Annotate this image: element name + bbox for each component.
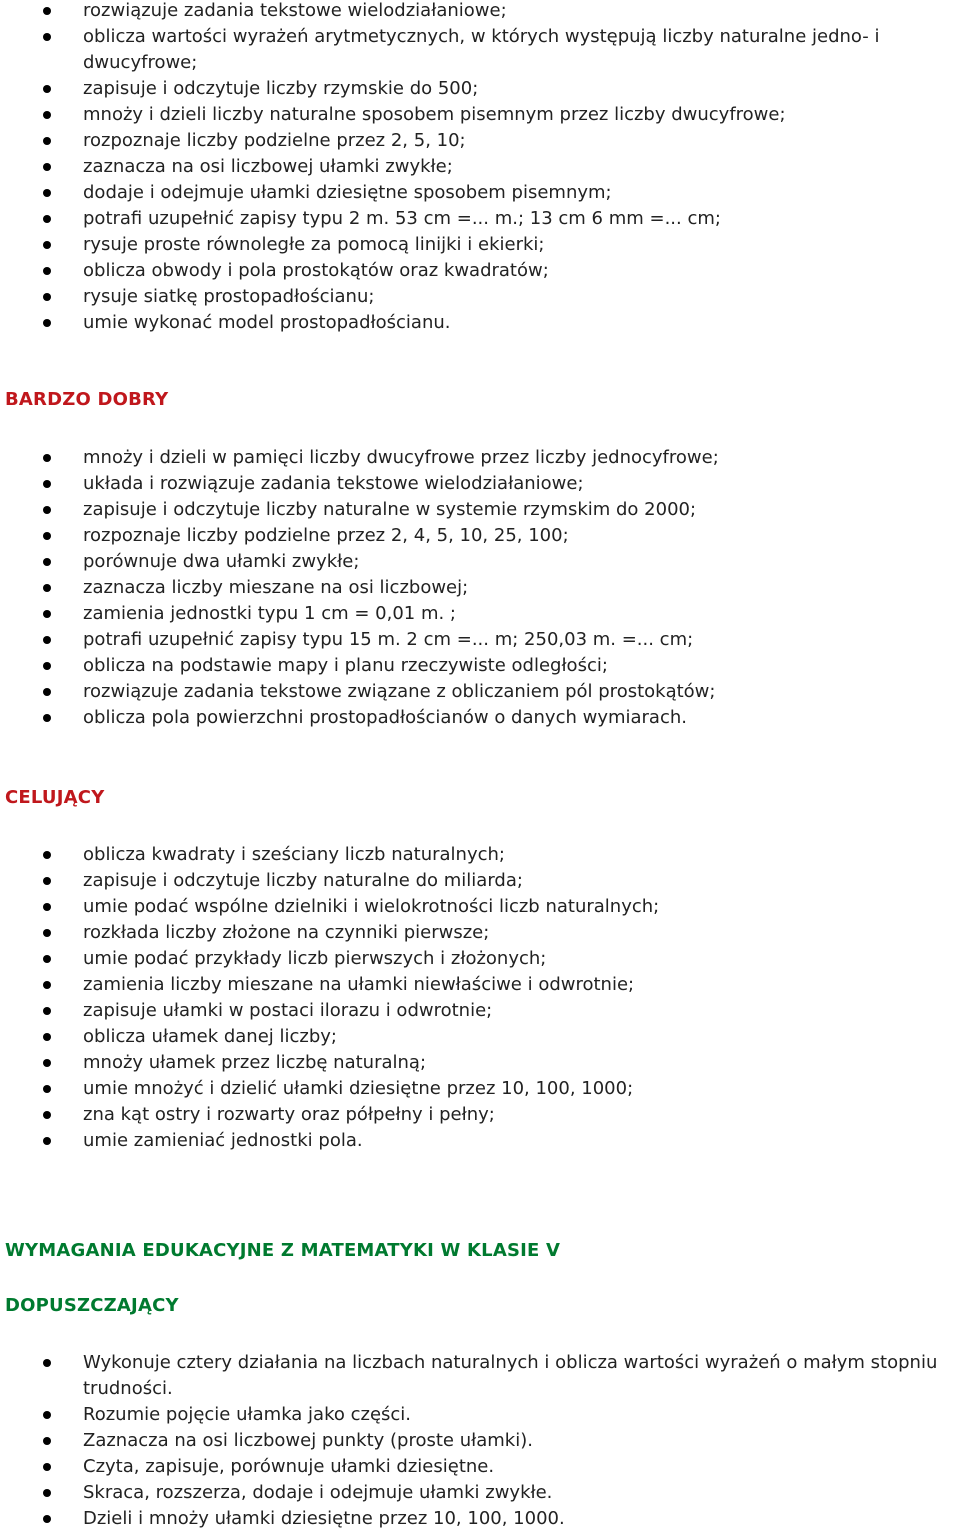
list-item	[0, 920, 960, 946]
bullet-icon	[43, 558, 51, 566]
list-item	[0, 946, 960, 972]
list-item-text: zamienia liczby mieszane na ułamki niewłaściwe i odwrotnie;	[83, 974, 635, 995]
list-item-text: oblicza obwody i pola prostokątów oraz kwadratów;	[83, 260, 549, 281]
heading-dopuszczajacy: DOPUSZCZAJĄCY	[5, 1295, 179, 1316]
list-item-text: Czyta, zapisuje, porównuje ułamki dziesiętne.	[83, 1456, 495, 1477]
bullet-icon	[43, 319, 51, 327]
list-item-text: układa i rozwiązuje zadania tekstowe wielodziałaniowe;	[83, 473, 584, 494]
list-item-text: rozwiązuje zadania tekstowe wielodziałaniowe;	[83, 0, 507, 21]
list-item-text: Rozumie pojęcie ułamka jako części.	[83, 1404, 412, 1425]
bullet-icon	[43, 1437, 51, 1445]
list-item	[0, 284, 960, 310]
bullet-icon	[43, 7, 51, 15]
list-item	[0, 76, 960, 102]
heading-bardzo-dobry: BARDZO DOBRY	[5, 389, 169, 410]
list-item-text: potrafi uzupełnić zapisy typu 2 m. 53 cm =... m.; 13 cm 6 mm =... cm;	[83, 208, 721, 229]
celujacy-list	[0, 842, 960, 1154]
list-item	[0, 497, 960, 523]
list-item-text: oblicza wartości wyrażeń arytmetycznych, w których występują liczby naturalne jedno- i dwucyfrowe;	[83, 26, 880, 73]
bullet-icon	[43, 1033, 51, 1041]
list-item	[0, 868, 960, 894]
bullet-icon	[43, 85, 51, 93]
bullet-icon	[43, 189, 51, 197]
bullet-icon	[43, 851, 51, 859]
bullet-icon	[43, 688, 51, 696]
list-item	[0, 232, 960, 258]
list-item	[0, 575, 960, 601]
list-item	[0, 894, 960, 920]
list-item	[0, 1350, 960, 1402]
list-item	[0, 653, 960, 679]
list-item-text: Wykonuje cztery działania na liczbach naturalnych i oblicza wartości wyrażeń o małym stopniu trudności.	[83, 1352, 938, 1399]
list-item-text: zna kąt ostry i rozwarty oraz półpełny i pełny;	[83, 1104, 495, 1125]
list-item	[0, 206, 960, 232]
bullet-icon	[43, 163, 51, 171]
bullet-icon	[43, 877, 51, 885]
list-item	[0, 310, 960, 336]
bullet-icon	[43, 454, 51, 462]
bullet-icon	[43, 1411, 51, 1419]
list-item	[0, 445, 960, 471]
bullet-icon	[43, 662, 51, 670]
bullet-icon	[43, 1007, 51, 1015]
bullet-icon	[43, 981, 51, 989]
bullet-icon	[43, 1111, 51, 1119]
list-item-text: umie mnożyć i dzielić ułamki dziesiętne przez 10, 100, 1000;	[83, 1078, 634, 1099]
list-item-text: rozpoznaje liczby podzielne przez 2, 5, 10;	[83, 130, 466, 151]
list-item	[0, 154, 960, 180]
list-item-text: Zaznacza na osi liczbowej punkty (proste ułamki).	[83, 1430, 533, 1451]
bullet-icon	[43, 506, 51, 514]
list-item-text: oblicza ułamek danej liczby;	[83, 1026, 337, 1047]
bullet-icon	[43, 1059, 51, 1067]
list-item-text: oblicza kwadraty i sześciany liczb naturalnych;	[83, 844, 505, 865]
bullet-icon	[43, 241, 51, 249]
list-item-text: zapisuje i odczytuje liczby rzymskie do 500;	[83, 78, 479, 99]
list-item-text: dodaje i odejmuje ułamki dziesiętne sposobem pisemnym;	[83, 182, 612, 203]
bullet-icon	[43, 33, 51, 41]
list-item	[0, 128, 960, 154]
list-item	[0, 679, 960, 705]
list-item-text: zapisuje i odczytuje liczby naturalne w systemie rzymskim do 2000;	[83, 499, 697, 520]
list-item	[0, 842, 960, 868]
list-item	[0, 102, 960, 128]
bullet-icon	[43, 215, 51, 223]
dopuszczajacy-list	[0, 1350, 960, 1532]
bullet-icon	[43, 1085, 51, 1093]
list-item	[0, 1024, 960, 1050]
list-item	[0, 601, 960, 627]
list-item	[0, 1102, 960, 1128]
list-item-text: umie wykonać model prostopadłościanu.	[83, 312, 451, 333]
bullet-icon	[43, 1137, 51, 1145]
list-item	[0, 0, 960, 24]
bullet-icon	[43, 610, 51, 618]
list-item	[0, 523, 960, 549]
list-item	[0, 1076, 960, 1102]
list-item-text: oblicza pola powierzchni prostopadłościanów o danych wymiarach.	[83, 707, 687, 728]
list-item-text: rozpoznaje liczby podzielne przez 2, 4, 5, 10, 25, 100;	[83, 525, 569, 546]
list-item	[0, 24, 960, 76]
list-item-text: zapisuje i odczytuje liczby naturalne do miliarda;	[83, 870, 523, 891]
list-item-text: zapisuje ułamki w postaci ilorazu i odwrotnie;	[83, 1000, 493, 1021]
list-item	[0, 1402, 960, 1428]
list-item-text: zaznacza liczby mieszane na osi liczbowej;	[83, 577, 469, 598]
list-item	[0, 627, 960, 653]
top-requirements-list	[0, 0, 960, 336]
bullet-icon	[43, 636, 51, 644]
list-item-text: zamienia jednostki typu 1 cm = 0,01 m. ;	[83, 603, 456, 624]
list-item	[0, 1454, 960, 1480]
list-item	[0, 1050, 960, 1076]
list-item	[0, 258, 960, 284]
bullet-icon	[43, 714, 51, 722]
list-item-text: rozkłada liczby złożone na czynniki pierwsze;	[83, 922, 490, 943]
bullet-icon	[43, 137, 51, 145]
bullet-icon	[43, 480, 51, 488]
list-item-text: zaznacza na osi liczbowej ułamki zwykłe;	[83, 156, 453, 177]
list-item	[0, 471, 960, 497]
heading-celujacy: CELUJĄCY	[5, 787, 105, 808]
list-item-text: porównuje dwa ułamki zwykłe;	[83, 551, 360, 572]
bullet-icon	[43, 1359, 51, 1367]
list-item-text: Dzieli i mnoży ułamki dziesiętne przez 10, 100, 1000.	[83, 1508, 565, 1529]
bullet-icon	[43, 955, 51, 963]
bullet-icon	[43, 929, 51, 937]
list-item	[0, 1506, 960, 1532]
list-item-text: rysuje proste równoległe za pomocą linijki i ekierki;	[83, 234, 545, 255]
list-item	[0, 180, 960, 206]
bullet-icon	[43, 1515, 51, 1523]
bullet-icon	[43, 584, 51, 592]
list-item-text: Skraca, rozszerza, dodaje i odejmuje ułamki zwykłe.	[83, 1482, 553, 1503]
bullet-icon	[43, 293, 51, 301]
list-item-text: umie podać wspólne dzielniki i wielokrotności liczb naturalnych;	[83, 896, 660, 917]
heading-klasa-v: WYMAGANIA EDUKACYJNE Z MATEMATYKI W KLASIE V	[5, 1240, 561, 1261]
list-item	[0, 1480, 960, 1506]
list-item	[0, 1128, 960, 1154]
bullet-icon	[43, 1463, 51, 1471]
list-item-text: mnoży i dzieli liczby naturalne sposobem pisemnym przez liczby dwucyfrowe;	[83, 104, 786, 125]
bullet-icon	[43, 1489, 51, 1497]
bullet-icon	[43, 111, 51, 119]
bardzo-dobry-list	[0, 445, 960, 731]
list-item	[0, 998, 960, 1024]
list-item-text: rysuje siatkę prostopadłościanu;	[83, 286, 375, 307]
list-item	[0, 549, 960, 575]
list-item-text: umie podać przykłady liczb pierwszych i złożonych;	[83, 948, 547, 969]
list-item-text: mnoży ułamek przez liczbę naturalną;	[83, 1052, 427, 1073]
bullet-icon	[43, 532, 51, 540]
list-item	[0, 1428, 960, 1454]
list-item-text: potrafi uzupełnić zapisy typu 15 m. 2 cm =... m; 250,03 m. =... cm;	[83, 629, 694, 650]
list-item-text: mnoży i dzieli w pamięci liczby dwucyfrowe przez liczby jednocyfrowe;	[83, 447, 719, 468]
list-item-text: rozwiązuje zadania tekstowe związane z obliczaniem pól prostokątów;	[83, 681, 716, 702]
list-item-text: umie zamieniać jednostki pola.	[83, 1130, 363, 1151]
list-item-text: oblicza na podstawie mapy i planu rzeczywiste odległości;	[83, 655, 608, 676]
bullet-icon	[43, 267, 51, 275]
bullet-icon	[43, 903, 51, 911]
list-item	[0, 705, 960, 731]
list-item	[0, 972, 960, 998]
